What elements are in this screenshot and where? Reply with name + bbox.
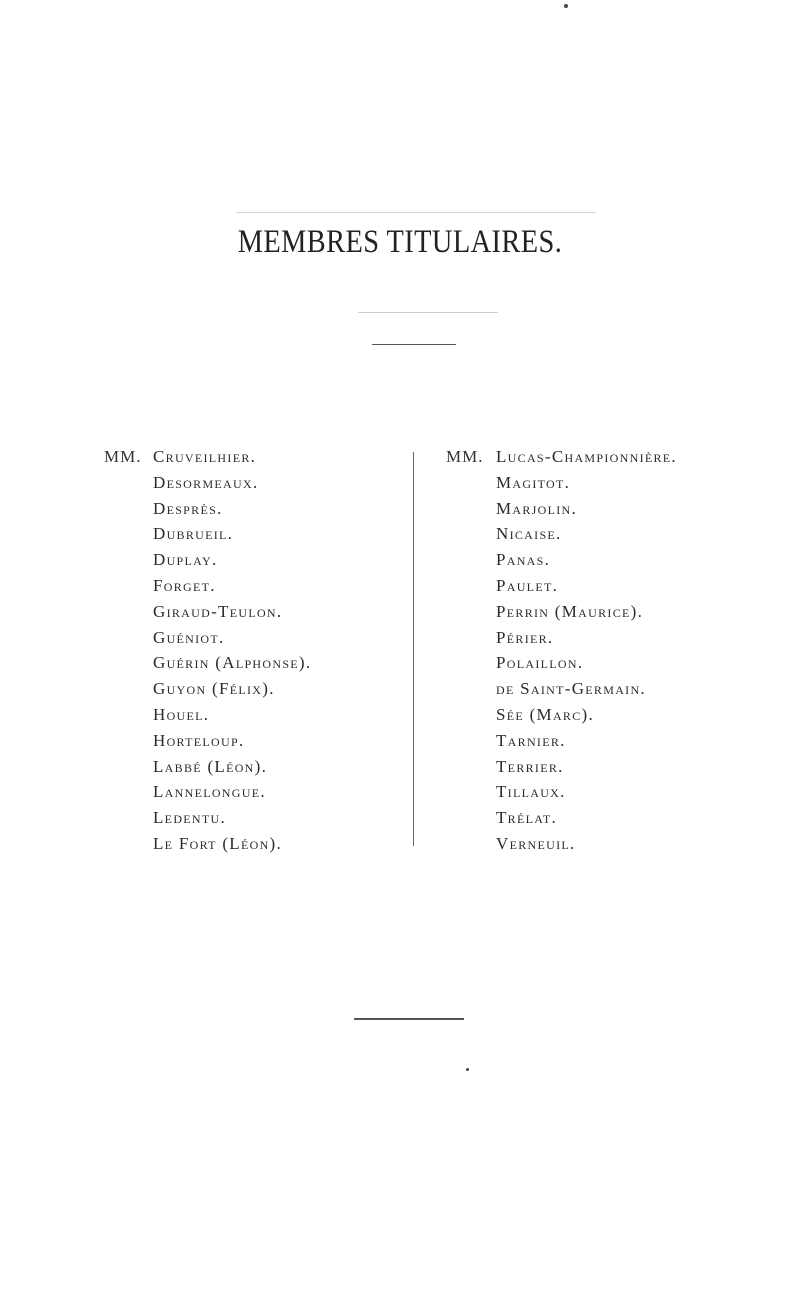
member-name: Desprès. (153, 498, 223, 518)
prefix-mm-right: MM. (446, 447, 484, 466)
members-list-left (153, 444, 311, 857)
members-list-right (496, 444, 677, 857)
closing-rule (354, 1018, 464, 1020)
member-name: Ledentu. (153, 808, 227, 828)
prefix-mm-left: MM. (104, 447, 142, 466)
title-rule (372, 344, 456, 345)
page-title: MEMBRES TITULAIRES. (237, 224, 563, 260)
ink-speck-top (564, 4, 568, 8)
member-name: Forget. (153, 575, 216, 595)
column-divider (413, 452, 414, 846)
member-name: Lucas-Championnière. (496, 447, 677, 466)
member-name: Giraud-Teulon. (153, 601, 283, 621)
member-name: Panas. (496, 550, 551, 570)
member-name: Le Fort (Léon). (153, 833, 283, 853)
member-name: Tarnier. (496, 730, 566, 750)
member-name: Horteloup. (153, 730, 245, 750)
member-name: Trélat. (496, 808, 558, 828)
member-name: Nicaise. (496, 524, 562, 544)
ink-speck-bottom (466, 1068, 469, 1071)
bleed-through-marks-top (236, 212, 596, 213)
member-name: Guérin (Alphonse). (153, 653, 312, 673)
member-name: Périer. (496, 627, 554, 647)
member-name: Sée (Marc). (496, 704, 595, 724)
member-name: Paulet. (496, 575, 559, 595)
member-name: de Saint-Germain. (496, 679, 646, 699)
bleed-through-marks-mid (358, 312, 498, 313)
member-name: Polaillon. (496, 653, 584, 673)
member-name: Dubrueil. (153, 524, 234, 544)
member-name: Guyon (Félix). (153, 679, 275, 699)
member-name: Desormeaux. (153, 472, 259, 492)
member-name: Perrin (Maurice). (496, 601, 644, 621)
member-name: Labbé (Léon). (153, 756, 268, 776)
member-name: Verneuil. (496, 833, 576, 853)
member-name: Lannelongue. (153, 782, 266, 802)
member-name: Tillaux. (496, 782, 566, 802)
member-name: Houel. (153, 704, 210, 724)
member-name: Terrier. (496, 756, 564, 776)
member-name: Marjolin. (496, 498, 578, 518)
member-name: Guéniot. (153, 627, 225, 647)
member-name: Cruveilhier. (153, 447, 257, 466)
member-name: Magitot. (496, 472, 571, 492)
member-name: Duplay. (153, 550, 218, 570)
